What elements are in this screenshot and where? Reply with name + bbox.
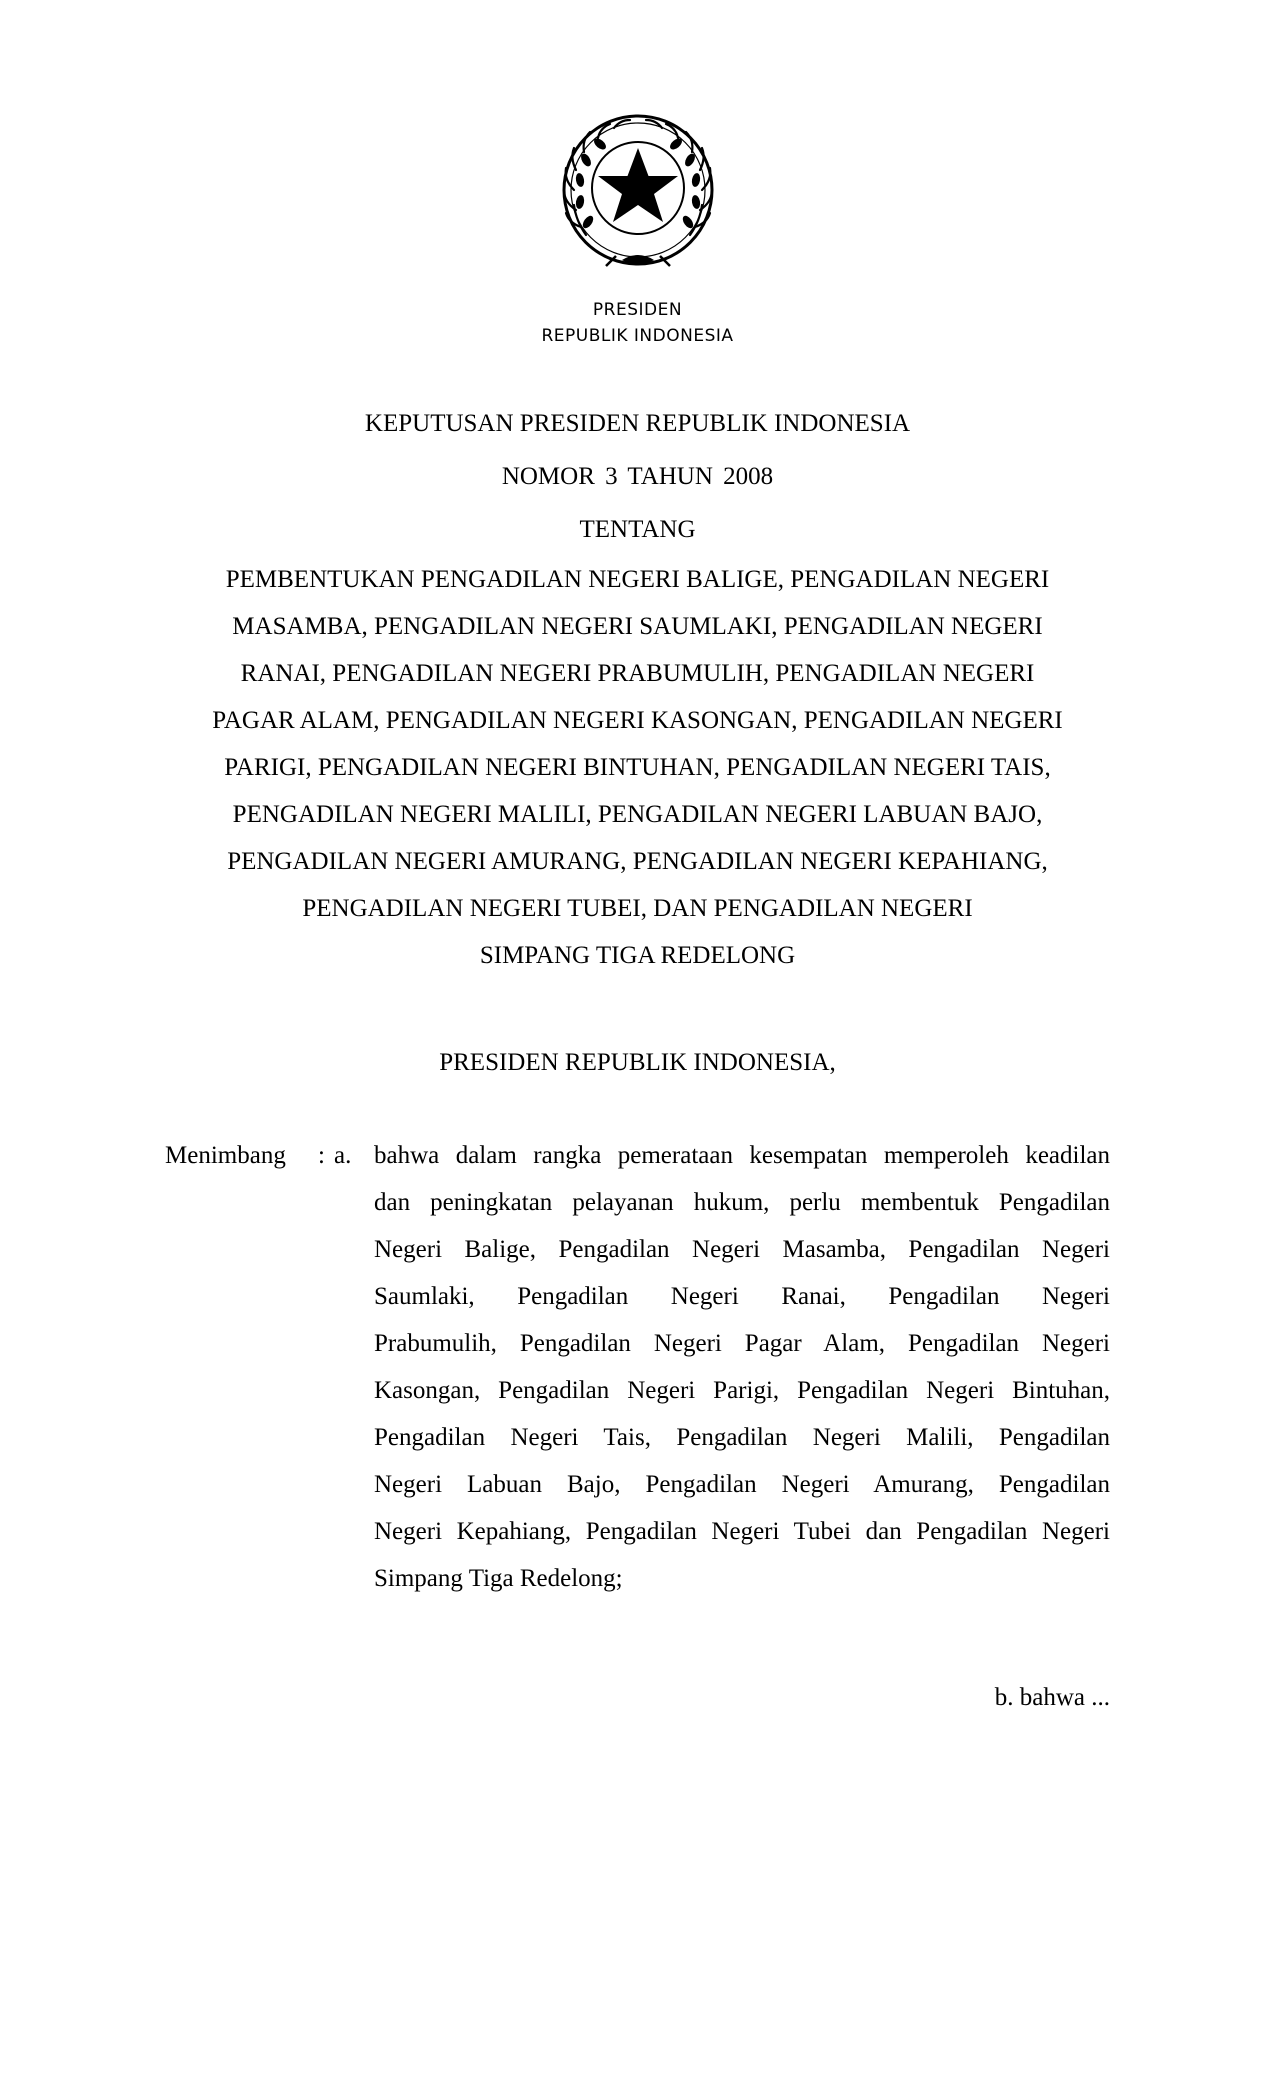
decree-about: TENTANG <box>579 516 696 543</box>
considering-line: Negeri Labuan Bajo, Pengadilan Negeri Amurang, Pengadilan <box>374 1471 1110 1498</box>
considering-line: Negeri Kepahiang, Pengadilan Negeri Tubei dan Pengadilan Negeri <box>374 1518 1110 1545</box>
considering-item-letter: a. <box>334 1142 352 1169</box>
subject-line: SIMPANG TIGA REDELONG <box>479 942 796 969</box>
letterhead-president: PRESIDEN <box>592 300 683 320</box>
considering-colon: : <box>318 1142 325 1169</box>
subject-line: PEMBENTUKAN PENGADILAN NEGERI BALIGE, PENGADILAN NEGERI <box>225 566 1050 593</box>
subject-line: PENGADILAN NEGERI MALILI, PENGADILAN NEGERI LABUAN BAJO, <box>232 801 1043 828</box>
considering-line: Negeri Balige, Pengadilan Negeri Masamba, Pengadilan Negeri <box>374 1236 1110 1263</box>
considering-line: bahwa dalam rangka pemerataan kesempatan memperoleh keadilan <box>374 1142 1110 1169</box>
considering-line: dan peningkatan pelayanan hukum, perlu membentuk Pengadilan <box>374 1189 1110 1216</box>
continuation-marker: b. bahwa ... <box>994 1684 1110 1711</box>
subject-line: PARIGI, PENGADILAN NEGERI BINTUHAN, PENGADILAN NEGERI TAIS, <box>224 754 1051 781</box>
considering-line: Simpang Tiga Redelong; <box>374 1565 623 1592</box>
issuer-heading: PRESIDEN REPUBLIK INDONESIA, <box>439 1049 836 1076</box>
considering-item-text <box>374 1138 1110 1608</box>
considering-line: Saumlaki, Pengadilan Negeri Ranai, Pengadilan Negeri <box>374 1283 1110 1310</box>
subject-line: PENGADILAN NEGERI TUBEI, DAN PENGADILAN NEGERI <box>302 895 973 922</box>
subject-line: PAGAR ALAM, PENGADILAN NEGERI KASONGAN, PENGADILAN NEGERI <box>212 707 1063 734</box>
decree-title: KEPUTUSAN PRESIDEN REPUBLIK INDONESIA <box>364 410 911 437</box>
considering-line: Kasongan, Pengadilan Negeri Parigi, Pengadilan Negeri Bintuhan, <box>374 1377 1110 1404</box>
subject-line: RANAI, PENGADILAN NEGERI PRABUMULIH, PENGADILAN NEGERI <box>240 660 1035 687</box>
considering-line: Prabumulih, Pengadilan Negeri Pagar Alam, Pengadilan Negeri <box>374 1330 1110 1357</box>
considering-label: Menimbang <box>165 1142 286 1169</box>
decree-subject <box>150 562 1125 985</box>
subject-line: PENGADILAN NEGERI AMURANG, PENGADILAN NEGERI KEPAHIANG, <box>227 848 1048 875</box>
decree-number: NOMOR 3 TAHUN 2008 <box>501 463 774 490</box>
considering-line: Pengadilan Negeri Tais, Pengadilan Negeri Malili, Pengadilan <box>374 1424 1110 1451</box>
subject-line: MASAMBA, PENGADILAN NEGERI SAUMLAKI, PENGADILAN NEGERI <box>232 613 1043 640</box>
presidential-emblem-icon <box>556 110 720 274</box>
letterhead-republic: REPUBLIK INDONESIA <box>541 326 734 346</box>
